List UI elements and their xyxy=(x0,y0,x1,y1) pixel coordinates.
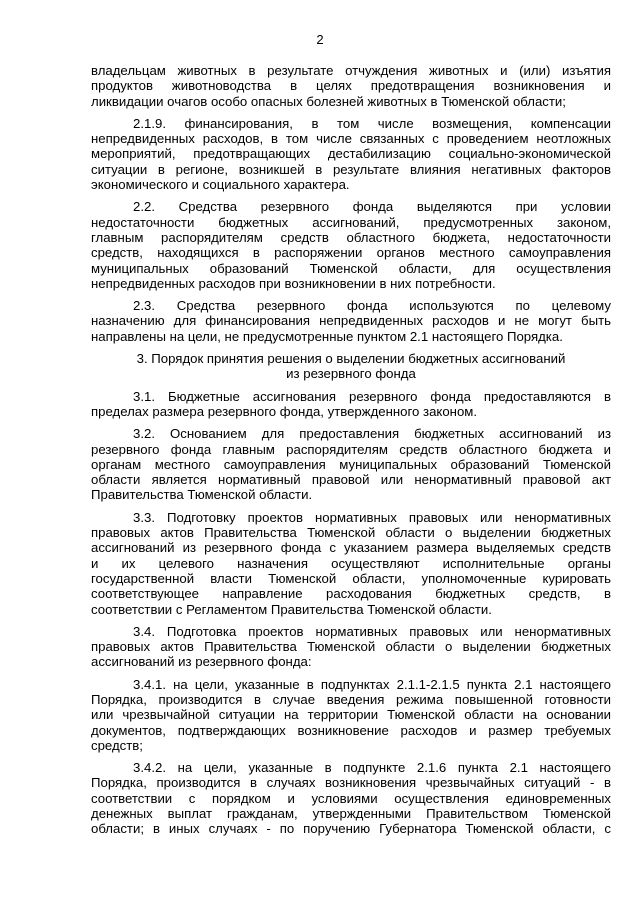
paragraph-line: 3.4.2. на цели, указанные в подпункте 2.1.6 пункта 2.1 настоящего xyxy=(133,760,611,776)
page-number: 2 xyxy=(316,32,324,47)
paragraph-line: 2.3. Средства резервного фонда используются по целевому xyxy=(133,298,611,314)
paragraph-line: владельцам животных в результате отчуждения животных и (или) изъятия xyxy=(91,63,611,78)
paragraph-line: соответствии с порядком и условиями осуществления единовременных xyxy=(91,790,611,806)
paragraph-line: области; в иных случаях - по поручению Губернатора Тюменской области, с xyxy=(91,821,611,837)
paragraph-3-3 xyxy=(91,510,611,617)
paragraph-line: органам местного самоуправления муниципальных образований Тюменской xyxy=(91,456,611,472)
paragraph-line: ассигнований из резервного фонда: xyxy=(91,654,312,670)
section-2-paragraphs xyxy=(91,63,611,344)
paragraph-line: 3.2. Основанием для предоставления бюджетных ассигнований из xyxy=(133,426,611,442)
paragraph-line: резервного фонда главным распорядителям средств областного бюджета и xyxy=(91,441,611,457)
paragraph-line: пределах размера резервного фонда, утвержденного законом. xyxy=(91,403,478,419)
paragraph-line: направлены на цели, не предусмотренные пунктом 2.1 настоящего Порядка. xyxy=(91,328,563,344)
paragraph-line: соответствии с Регламентом Правительства Тюменской области. xyxy=(91,601,492,617)
paragraph-cont xyxy=(91,63,611,109)
paragraph-line: 2.2. Средства резервного фонда выделяются при условии xyxy=(133,199,611,215)
paragraph-line: продуктов животноводства в целях предотвращения возникновения и xyxy=(91,78,611,94)
paragraph-line: ликвидации очагов особо опасных болезней животных в Тюменской области; xyxy=(91,93,566,109)
paragraph-line: ситуации в регионе, возникшей в результате влияния негативных факторов xyxy=(91,161,611,177)
paragraph-line: и их целевого назначения осуществляют исполнительные органы xyxy=(91,555,611,571)
paragraph-line: экономического и социального характера. xyxy=(91,177,350,193)
paragraph-3-4 xyxy=(91,624,611,670)
heading-line: 3. Порядок принятия решения о выделении бюджетных ассигнований xyxy=(136,351,566,367)
paragraph-line: Порядка, производится в случае введения режима повышенной готовности xyxy=(91,691,611,707)
paragraph-line: Порядка, производится в случаях возникновения чрезвычайных ситуаций - в xyxy=(91,775,611,791)
paragraph-3-1 xyxy=(91,389,611,420)
paragraph-line: Правительства Тюменской области. xyxy=(91,487,313,503)
paragraph-line: 3.4.1. на цели, указанные в подпунктах 2.1.1-2.1.5 пункта 2.1 настоящего xyxy=(133,676,611,692)
paragraph-line: главным распорядителям средств областного бюджета, недостаточности xyxy=(91,229,611,245)
paragraph-2-3 xyxy=(91,298,611,344)
paragraph-line: мероприятий, предотвращающих дестабилизацию социально-экономической xyxy=(91,146,611,162)
paragraph-line: 2.1.9. финансирования, в том числе возмещения, компенсации xyxy=(133,115,611,131)
paragraph-line: муниципальных образований Тюменской области, для осуществления xyxy=(91,260,611,276)
paragraph-line: ассигнований из резервного фонда с указанием размера выделяемых средств xyxy=(91,540,611,556)
paragraph-line: средств, находящихся в распоряжении органов местного самоуправления xyxy=(91,245,611,261)
paragraph-3-4-2 xyxy=(91,760,611,836)
paragraph-line: непредвиденных расходов, в том числе связанных с проведением неотложных xyxy=(91,131,611,147)
paragraph-line: или чрезвычайной ситуации на территории Тюменской области на основании xyxy=(91,707,611,723)
paragraph-line: средств; xyxy=(91,737,143,753)
paragraph-line: правовых актов Правительства Тюменской области о выделении бюджетных xyxy=(91,525,611,541)
paragraph-line: соответствующее направление расходования бюджетных средств, в xyxy=(91,586,611,602)
paragraph-line: недостаточности бюджетных ассигнований, предусмотренных законом, xyxy=(91,214,611,230)
paragraph-2-2 xyxy=(91,199,611,291)
paragraph-line: документов, подтверждающих возникновение расходов и размер требуемых xyxy=(91,722,611,738)
paragraph-3-2 xyxy=(91,426,611,502)
paragraph-line: 3.3. Подготовку проектов нормативных правовых или ненормативных xyxy=(133,509,611,525)
paragraph-line: денежных выплат гражданам, утвержденными Правительством Тюменской xyxy=(91,806,611,822)
paragraph-2-1-9 xyxy=(91,116,611,192)
paragraph-line: 3.1. Бюджетные ассигнования резервного фонда предоставляются в xyxy=(133,388,611,404)
paragraph-line: назначению для финансирования непредвиденных расходов и не могут быть xyxy=(91,313,611,329)
paragraph-line: непредвиденных расходов при возникновении в них потребности. xyxy=(91,275,496,291)
paragraph-3-4-1 xyxy=(91,677,611,753)
section-3-heading xyxy=(91,351,611,382)
heading-line: из резервного фонда xyxy=(286,366,416,382)
document-body xyxy=(91,63,611,844)
paragraph-line: правовых актов Правительства Тюменской области о выделении бюджетных xyxy=(91,639,611,655)
paragraph-line: государственной власти Тюменской области, уполномоченные курировать xyxy=(91,570,611,586)
section-3-paragraphs xyxy=(91,389,611,837)
paragraph-line: 3.4. Подготовка проектов нормативных правовых или ненормативных xyxy=(133,623,611,639)
paragraph-line: области является нормативный правовой или ненормативный правовой акт xyxy=(91,472,611,488)
